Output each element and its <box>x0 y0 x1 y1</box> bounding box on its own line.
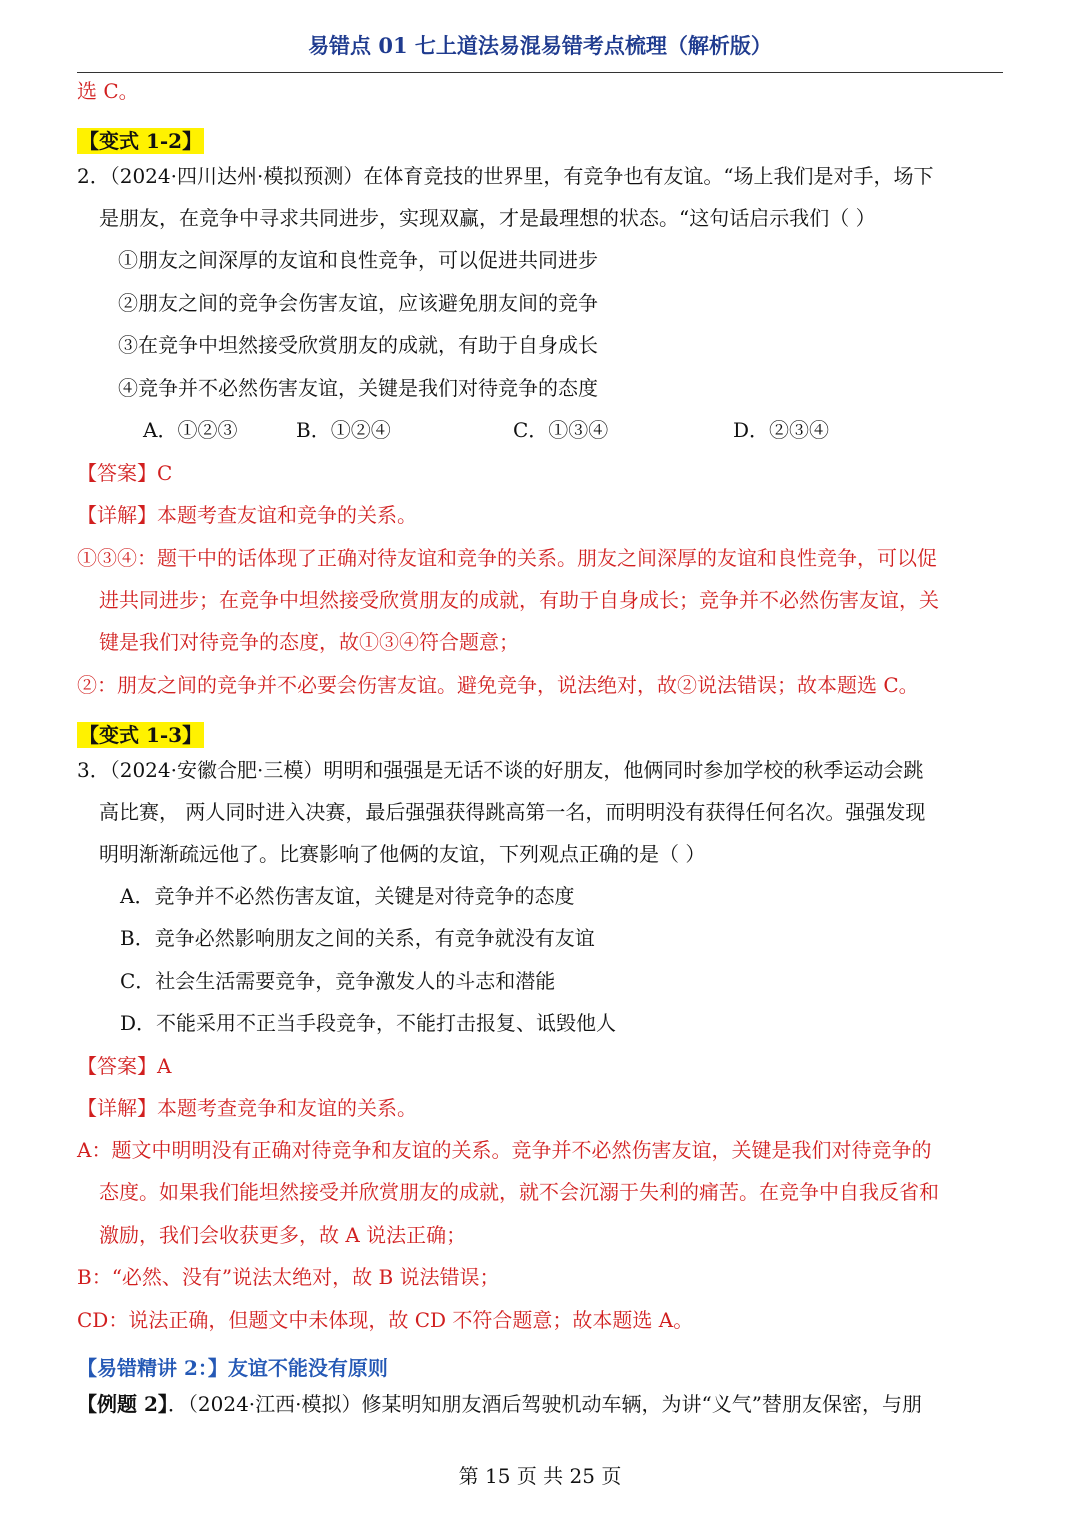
q2-item-1: ①朋友之间深厚的友谊和良性竞争，可以促进共同进步 <box>118 248 598 272</box>
q2-line-1: 2．（2024·四川达州·模拟预测）在体育竞技的世界里，有竞争也有友谊。“场上我们是对手，场下 <box>77 164 934 188</box>
q3-answer: 【答案】A <box>77 1054 172 1078</box>
q2-option-b: B．①②④ <box>296 418 391 442</box>
variant-1-3-tag-wrap <box>77 719 204 748</box>
header-divider <box>77 72 1003 73</box>
q3-option-c: C．社会生活需要竞争，竞争激发人的斗志和潜能 <box>120 969 556 993</box>
q2-item-2: ②朋友之间的竞争会伤害友谊，应该避免朋友间的竞争 <box>118 291 598 315</box>
q3-line-1: 3．（2024·安徽合肥·三模）明明和强强是无话不谈的好朋友，他俩同时参加学校的秋季运动会跳 <box>77 758 924 782</box>
page-header-title: 易错点 01 七上道法易混易错考点梳理（解析版） <box>308 33 772 58</box>
q3-analysis-5: CD：说法正确，但题文中未体现，故 CD 不符合题意；故本题选 A。 <box>77 1308 694 1332</box>
q3-analysis-2: 态度。如果我们能坦然接受并欣赏朋友的成就，就不会沉溺于失利的痛苦。在竞争中自我反省和 <box>99 1180 939 1204</box>
q3-option-a: A．竞争并不必然伤害友谊，关键是对待竞争的态度 <box>120 884 575 908</box>
q2-answer: 【答案】C <box>77 461 173 485</box>
variant-1-2-tag-wrap <box>77 125 204 154</box>
q2-option-d: D．②③④ <box>733 418 830 442</box>
page-number: 第 15 页 共 25 页 <box>458 1464 622 1488</box>
q2-option-c: C．①③④ <box>513 418 609 442</box>
q2-analysis-3: 键是我们对待竞争的态度，故①③④符合题意； <box>99 630 519 654</box>
q2-line-2: 是朋友，在竞争中寻求共同进步，实现双赢，才是最理想的状态。“这句话启示我们（ ） <box>99 206 876 230</box>
variant-1-2-tag: 【变式 1-2】 <box>79 129 203 153</box>
variant-1-3-tag: 【变式 1-3】 <box>79 723 203 747</box>
q2-analysis-1: ①③④：题干中的话体现了正确对待友谊和竞争的关系。朋友之间深厚的友谊和良性竞争，可以促 <box>77 546 937 570</box>
intro-line: 选 C。 <box>77 79 139 103</box>
q3-analysis-1: A：题文中明明没有正确对待竞争和友谊的关系。竞争并不必然伤害友谊，关键是我们对待竞争的 <box>77 1138 932 1162</box>
q3-line-3: 明明渐渐疏远他了。比赛影响了他俩的友谊，下列观点正确的是（ ） <box>99 842 706 866</box>
q2-item-3: ③在竞争中坦然接受欣赏朋友的成就，有助于自身成长 <box>118 333 598 357</box>
q3-option-b: B．竞争必然影响朋友之间的关系，有竞争就没有友谊 <box>120 926 595 950</box>
q3-analysis-3: 激励，我们会收获更多，故 A 说法正确； <box>99 1223 467 1247</box>
q3-option-d: D．不能采用不正当手段竞争，不能打击报复、诋毁他人 <box>120 1011 617 1035</box>
q3-detail: 【详解】本题考查竞争和友谊的关系。 <box>77 1096 417 1120</box>
q2-analysis-2: 进共同进步；在竞争中坦然接受欣赏朋友的成就，有助于自身成长；竞争并不必然伤害友谊，关 <box>99 588 939 612</box>
q2-option-a: A．①②③ <box>143 418 238 442</box>
example-2-line <box>77 1390 922 1418</box>
section-2-heading: 【易错精讲 2：】友谊不能没有原则 <box>77 1356 388 1380</box>
example-2-text: ．（2024·江西·模拟）修某明知朋友酒后驾驶机动车辆，为讲“义气”替朋友保密，与朋 <box>167 1392 922 1416</box>
q3-analysis-4: B：“必然、没有”说法太绝对，故 B 说法错误； <box>77 1265 500 1289</box>
q2-options <box>0 416 1080 446</box>
example-2-tag: 【例题 2】 <box>77 1392 168 1416</box>
q2-item-4: ④竞争并不必然伤害友谊，关键是我们对待竞争的态度 <box>118 376 598 400</box>
q2-analysis-4: ②：朋友之间的竞争并不必要会伤害友谊。避免竞争，说法绝对，故②说法错误；故本题选 C。 <box>77 673 919 697</box>
q2-detail: 【详解】本题考查友谊和竞争的关系。 <box>77 503 417 527</box>
q3-line-2: 高比赛， 两人同时进入决赛，最后强强获得跳高第一名，而明明没有获得任何名次。强强发现 <box>99 800 926 824</box>
